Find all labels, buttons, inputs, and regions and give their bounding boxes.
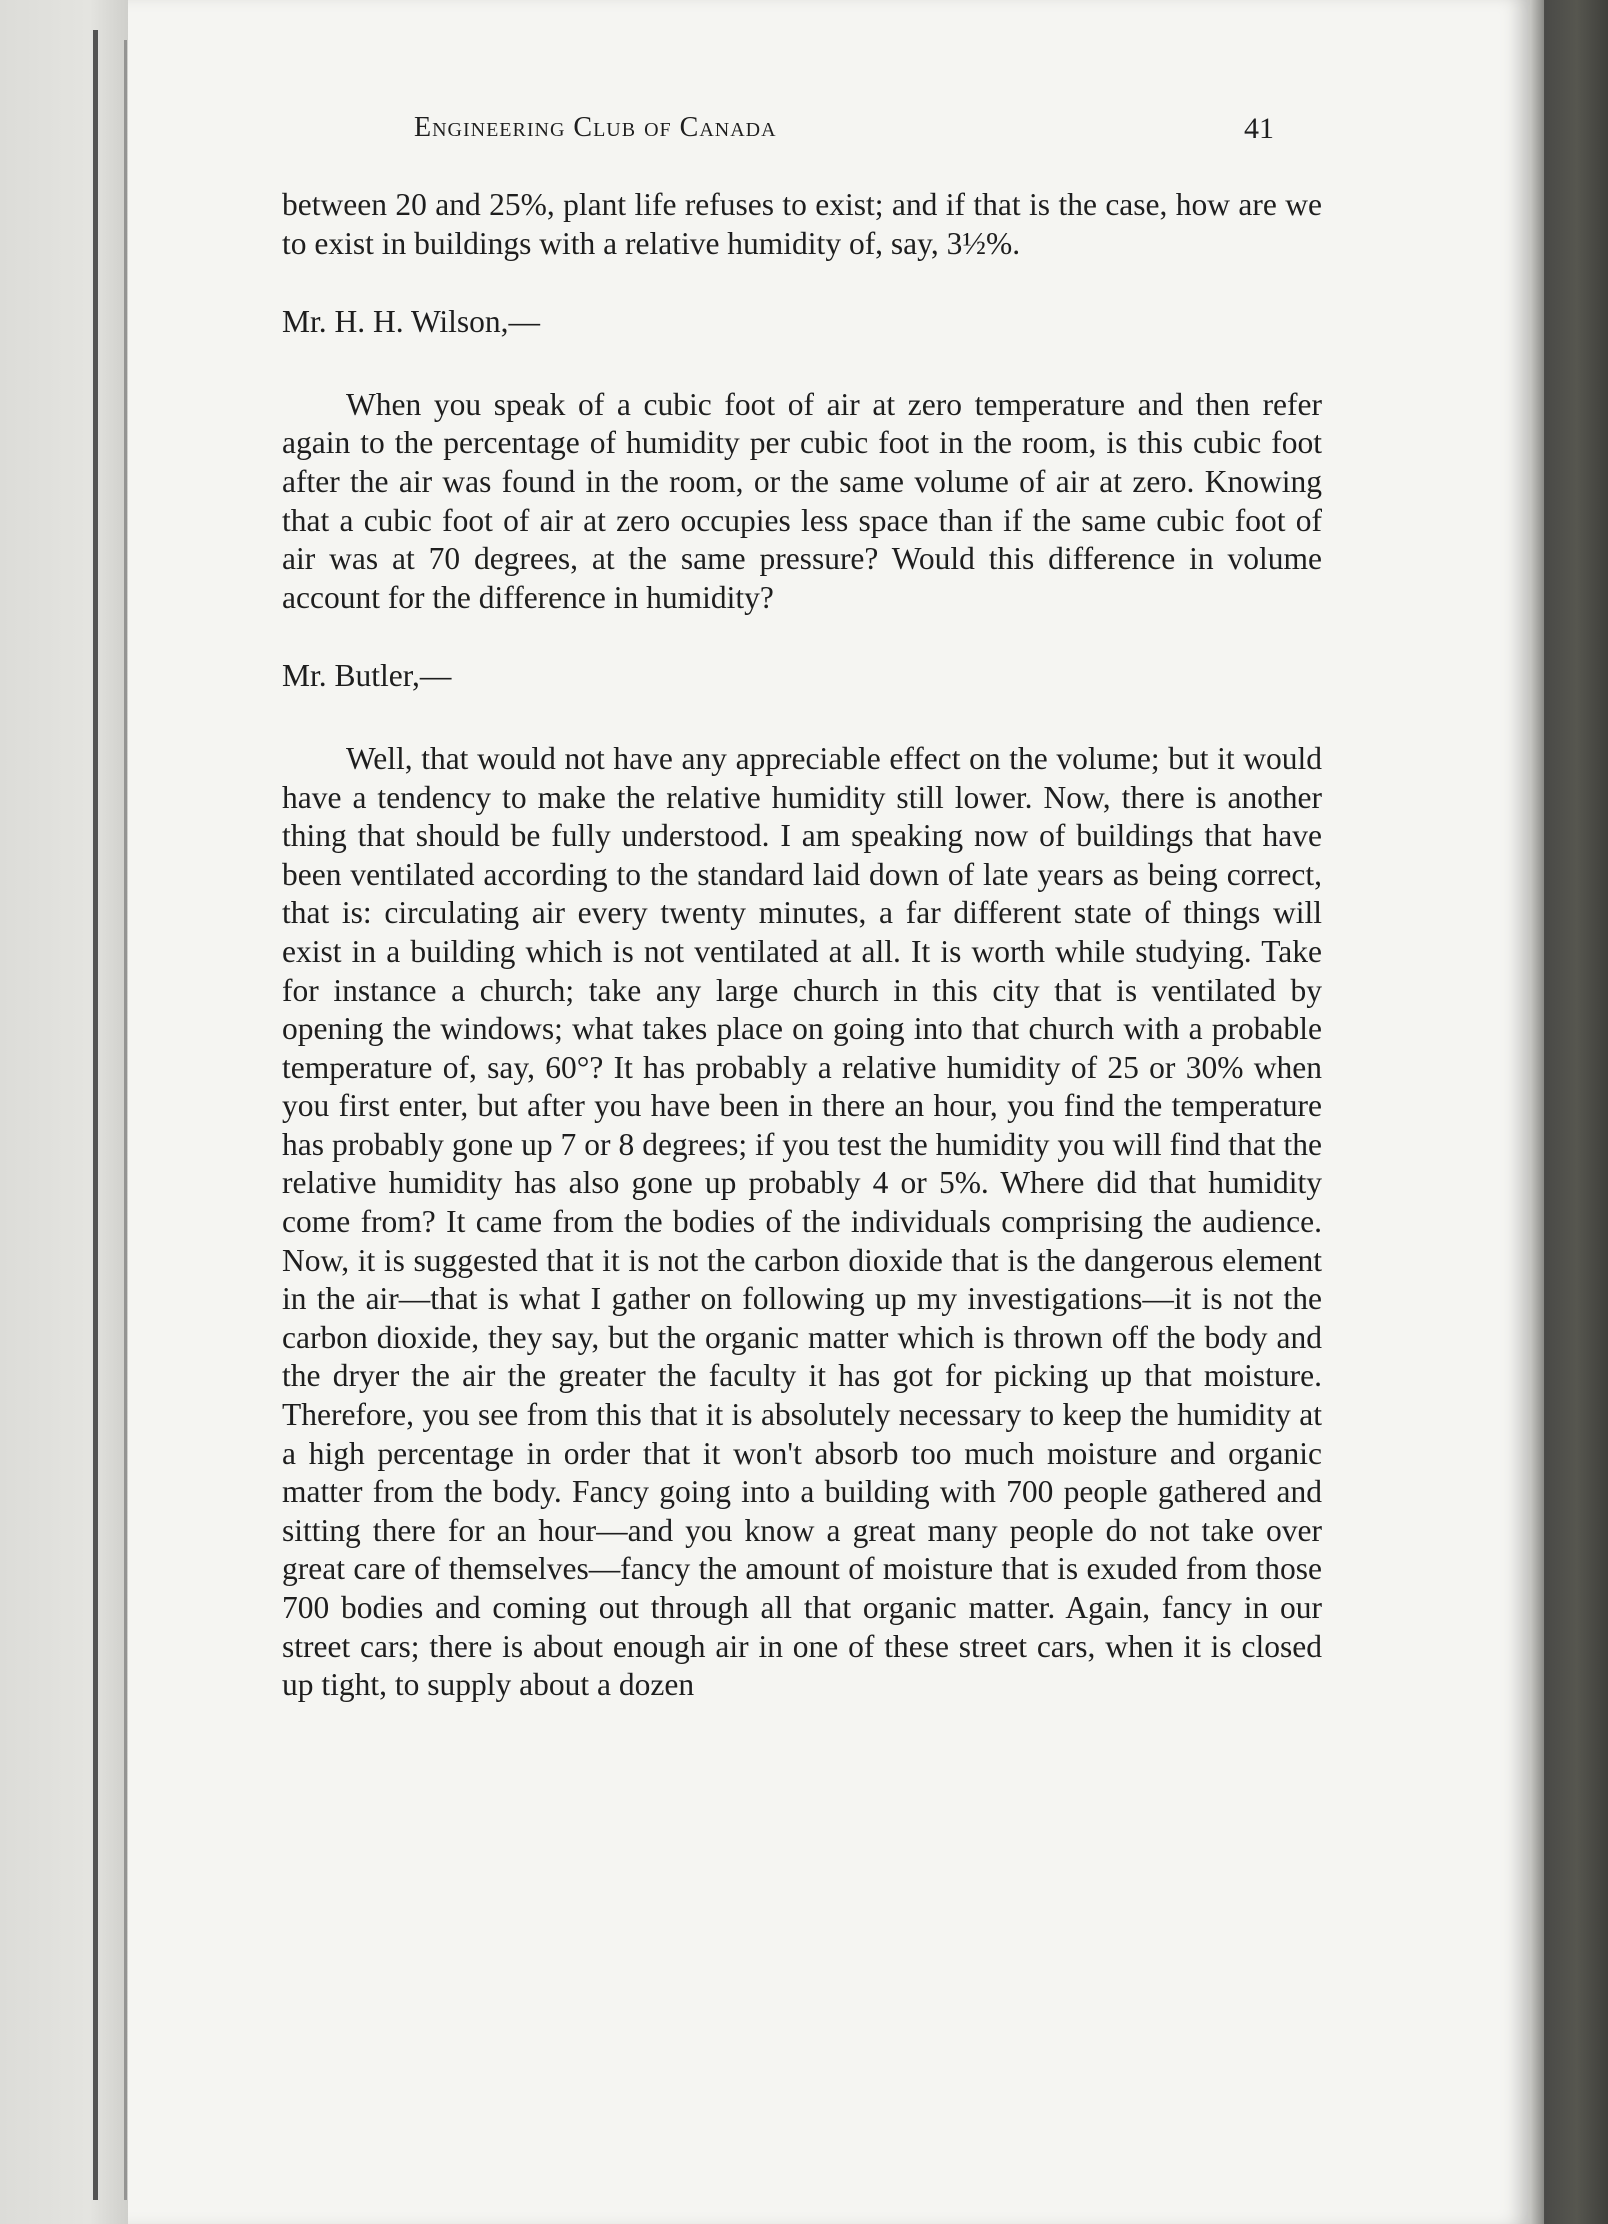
book-cover-right-edge bbox=[1530, 0, 1608, 2224]
paragraph-butler-reply: Well, that would not have any appreciable effect on the volume; but it would have a tendency to make the relative humidity still lower. Now, there is another thing that should be fully understood. I am speaking now of buildings that have been ventilated according to the standard laid down of late years as being correct, that is: circulating air every twenty minutes, a far different state of things will exist in a building which is not ventilated at all. It is worth while studying. Take for instance a church; take any large church in this city that is ventilated by opening the windows; what takes place on going into that church with a probable temperature of, say, 60°? It has probably a relative humidity of 25 or 30% when you first enter, but after you have been in there an hour, you find the temperature has probably gone up 7 or 8 degrees; if you test the humidity you will find that the relative humidity has also gone up probably 4 or 5%. Where did that humidity come from? It came from the bodies of the individuals comprising the audience. Now, it is suggested that it is not the carbon dioxide that is the dangerous element in the air—that is what I gather on following up my investigations—it is not the carbon dioxide, they say, but the organic matter which is thrown off the body and the dryer the air the greater the faculty it has got for picking up that moisture. Therefore, you see from this that it is absolutely necessary to keep the humidity at a high percentage in order that it won't absorb too much moisture and organic matter from the body. Fancy going into a building with 700 people gathered and sitting there for an hour—and you know a great many people do not take over great care of themselves—fancy the amount of moisture that is exuded from those 700 bodies and coming out through all that organic matter. Again, fancy in our street cars; there is about enough air in one of these street cars, when it is closed up tight, to supply about a dozen bbox=[282, 740, 1322, 1703]
page-edge-line bbox=[124, 40, 127, 2200]
page-body bbox=[282, 186, 1322, 1705]
speaker-heading-butler: Mr. Butler,— bbox=[282, 658, 452, 694]
speaker-heading-wilson: Mr. H. H. Wilson,— bbox=[282, 304, 541, 340]
running-head-title: Engineering Club of Canada bbox=[414, 112, 777, 143]
page-number: 41 bbox=[1244, 112, 1274, 145]
running-head bbox=[414, 112, 1274, 152]
binding-shadow-line bbox=[93, 30, 98, 2200]
paragraph-continued: between 20 and 25%, plant life refuses to exist; and if that is the case, how are we to exist in buildings with a relative humidity of, say, 3½%. bbox=[282, 187, 1322, 261]
book-binding-left-edge bbox=[0, 0, 128, 2224]
paragraph-wilson-question: When you speak of a cubic foot of air at zero temperature and then refer again to the percentage of humidity per cubic foot in the room, is this cubic foot after the air was found in the room, or the same volume of air at zero. Knowing that a cubic foot of air at zero occupies less space than if the same cubic foot of air was at 70 degrees, at the same pressure? Would this difference in volume account for the difference in humidity? bbox=[282, 386, 1322, 615]
